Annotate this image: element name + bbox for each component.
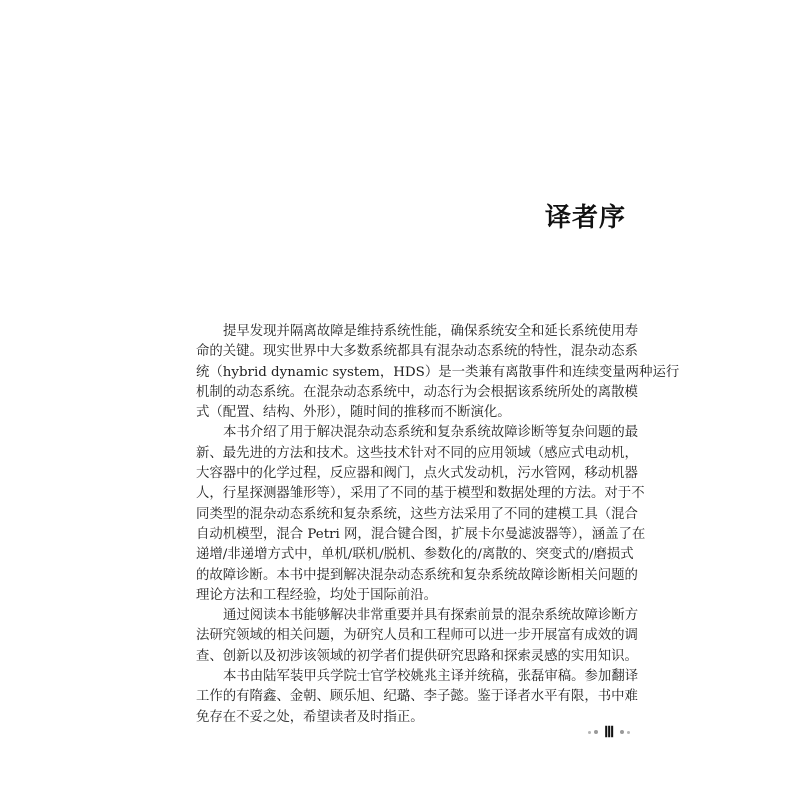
text-line: 统（hybrid dynamic system，HDS）是一类兼有离散事件和连续变量两种运行	[196, 364, 680, 380]
text-line: 查、创新以及初涉该领域的初学者们提供研究思路和探索灵感的实用知识。	[196, 648, 638, 664]
text-line: 递增/非递增方式中，单机/联机/脱机、参数化的/离散的、突变式的/磨损式	[196, 547, 634, 563]
dot-icon	[588, 731, 591, 734]
dot-icon	[620, 730, 624, 734]
text-line: 提早发现并隔离故障是维持系统性能，确保系统安全和延长系统使用寿	[223, 324, 639, 339]
text-line: 式（配置、结构、外形），随时间的推移而不断演化。	[196, 405, 511, 421]
text-line: 工作的有隋鑫、金朝、顾乐旭、纪璐、李子懿。鉴于译者水平有限，书中难	[196, 689, 638, 705]
text-line: 大容器中的化学过程，反应器和阀门，点火式发动机，污水管网，移动机器	[196, 466, 638, 482]
text-line: 命的关键。现实世界中大多数系统都具有混杂动态系统的特性，混杂动态系	[196, 344, 638, 360]
text-line: 本书由陆军装甲兵学院士官学校姚兆主译并统稿，张磊审稿。参加翻译	[223, 669, 639, 685]
body-text	[196, 322, 680, 728]
right-dot-ornament	[620, 730, 630, 734]
text-line: 同类型的混杂动态系统和复杂系统，这些方法采用了不同的建模工具（混合	[196, 506, 638, 522]
text-line: 通过阅读本书能够解决非常重要并具有探索前景的混杂系统故障诊断方	[223, 608, 639, 624]
text-line: 人，行星探测器雏形等），采用了不同的基于模型和数据处理的方法。对于不	[196, 486, 645, 502]
text-line: 理论方法和工程经验，均处于国际前沿。	[196, 587, 438, 603]
dot-icon	[627, 731, 630, 734]
page-number: Ⅲ	[604, 724, 614, 741]
left-dot-ornament	[588, 730, 598, 734]
page-title: 译者序	[544, 203, 626, 233]
page-number-marker	[588, 722, 630, 742]
text-line: 本书介绍了用于解决混杂动态系统和复杂系统故障诊断等复杂问题的最	[223, 425, 639, 441]
text-line: 自动机模型，混合 Petri 网，混合键合图，扩展卡尔曼滤波器等），涵盖了在	[196, 526, 646, 542]
text-line: 免存在不妥之处，希望读者及时指正。	[196, 709, 424, 725]
dot-icon	[594, 730, 598, 734]
text-line: 新、最先进的方法和技术。这些技术针对不同的应用领域（感应式电动机，	[196, 445, 638, 461]
text-line: 机制的动态系统。在混杂动态系统中，动态行为会根据该系统所处的离散模	[196, 384, 638, 400]
text-line: 法研究领域的相关问题，为研究人员和工程师可以进一步开展富有成效的调	[196, 628, 638, 644]
text-line: 的故障诊断。本书中提到解决混杂动态系统和复杂系统故障诊断相关问题的	[196, 567, 638, 583]
